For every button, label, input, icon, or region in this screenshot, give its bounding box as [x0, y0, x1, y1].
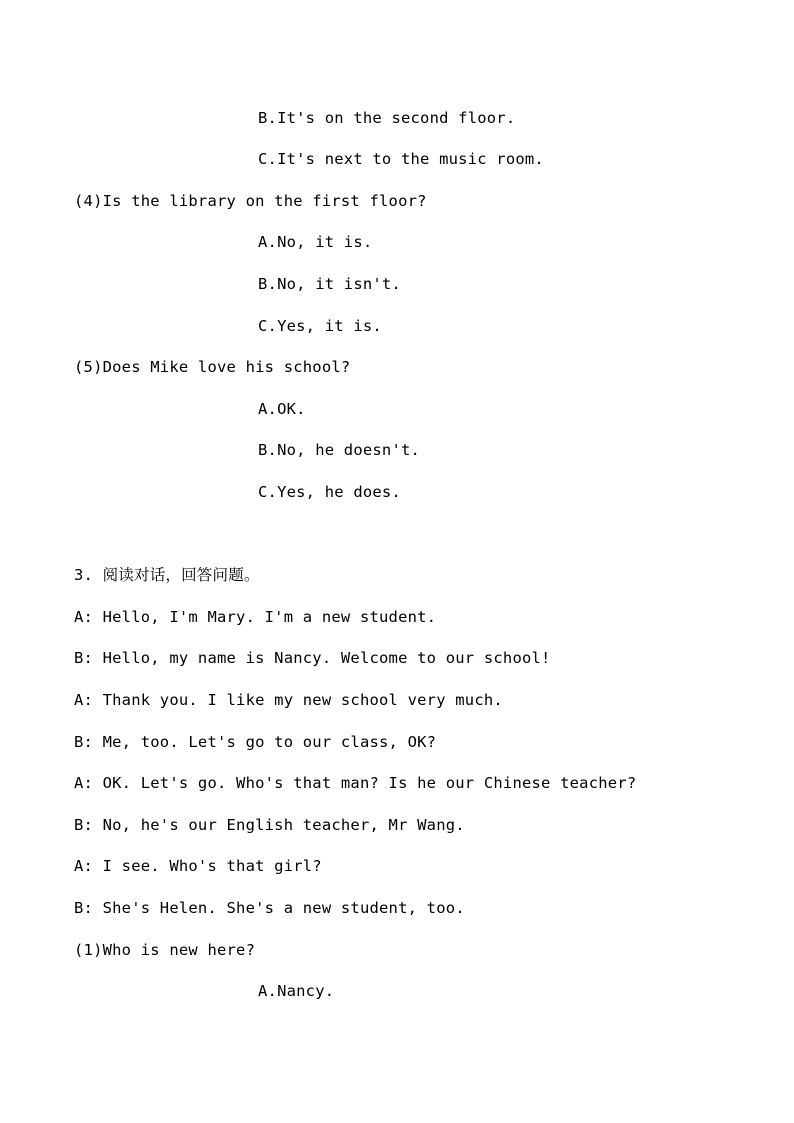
q4-question: (4)Is the library on the first floor? [74, 192, 427, 210]
dialogue-line: A: OK. Let's go. Who's that man? Is he our Chinese teacher? [74, 774, 637, 792]
q5-option-b: B.No, he doesn't. [258, 441, 421, 459]
q4-option-b: B.No, it isn't. [258, 275, 401, 293]
s3-q1-question: (1)Who is new here? [74, 941, 256, 959]
q5-option-a: A.OK. [258, 400, 306, 418]
dialogue-line: A: Thank you. I like my new school very much. [74, 691, 503, 709]
q3-option-b: B.It's on the second floor. [258, 109, 516, 127]
dialogue-line: B: No, he's our English teacher, Mr Wang. [74, 816, 465, 834]
s3-q1-option-a: A.Nancy. [258, 982, 335, 1000]
dialogue-line: B: Hello, my name is Nancy. Welcome to our school! [74, 649, 551, 667]
section3-heading: 3. 阅读对话，回答问题。 [74, 566, 260, 584]
dialogue-line: B: She's Helen. She's a new student, too. [74, 899, 465, 917]
q4-option-c: C.Yes, it is. [258, 317, 382, 335]
q4-option-a: A.No, it is. [258, 233, 373, 251]
dialogue-line: B: Me, too. Let's go to our class, OK? [74, 733, 437, 751]
q3-option-c: C.It's next to the music room. [258, 150, 544, 168]
dialogue-line: A: I see. Who's that girl? [74, 857, 322, 875]
q5-question: (5)Does Mike love his school? [74, 358, 351, 376]
q5-option-c: C.Yes, he does. [258, 483, 401, 501]
dialogue-line: A: Hello, I'm Mary. I'm a new student. [74, 608, 437, 626]
